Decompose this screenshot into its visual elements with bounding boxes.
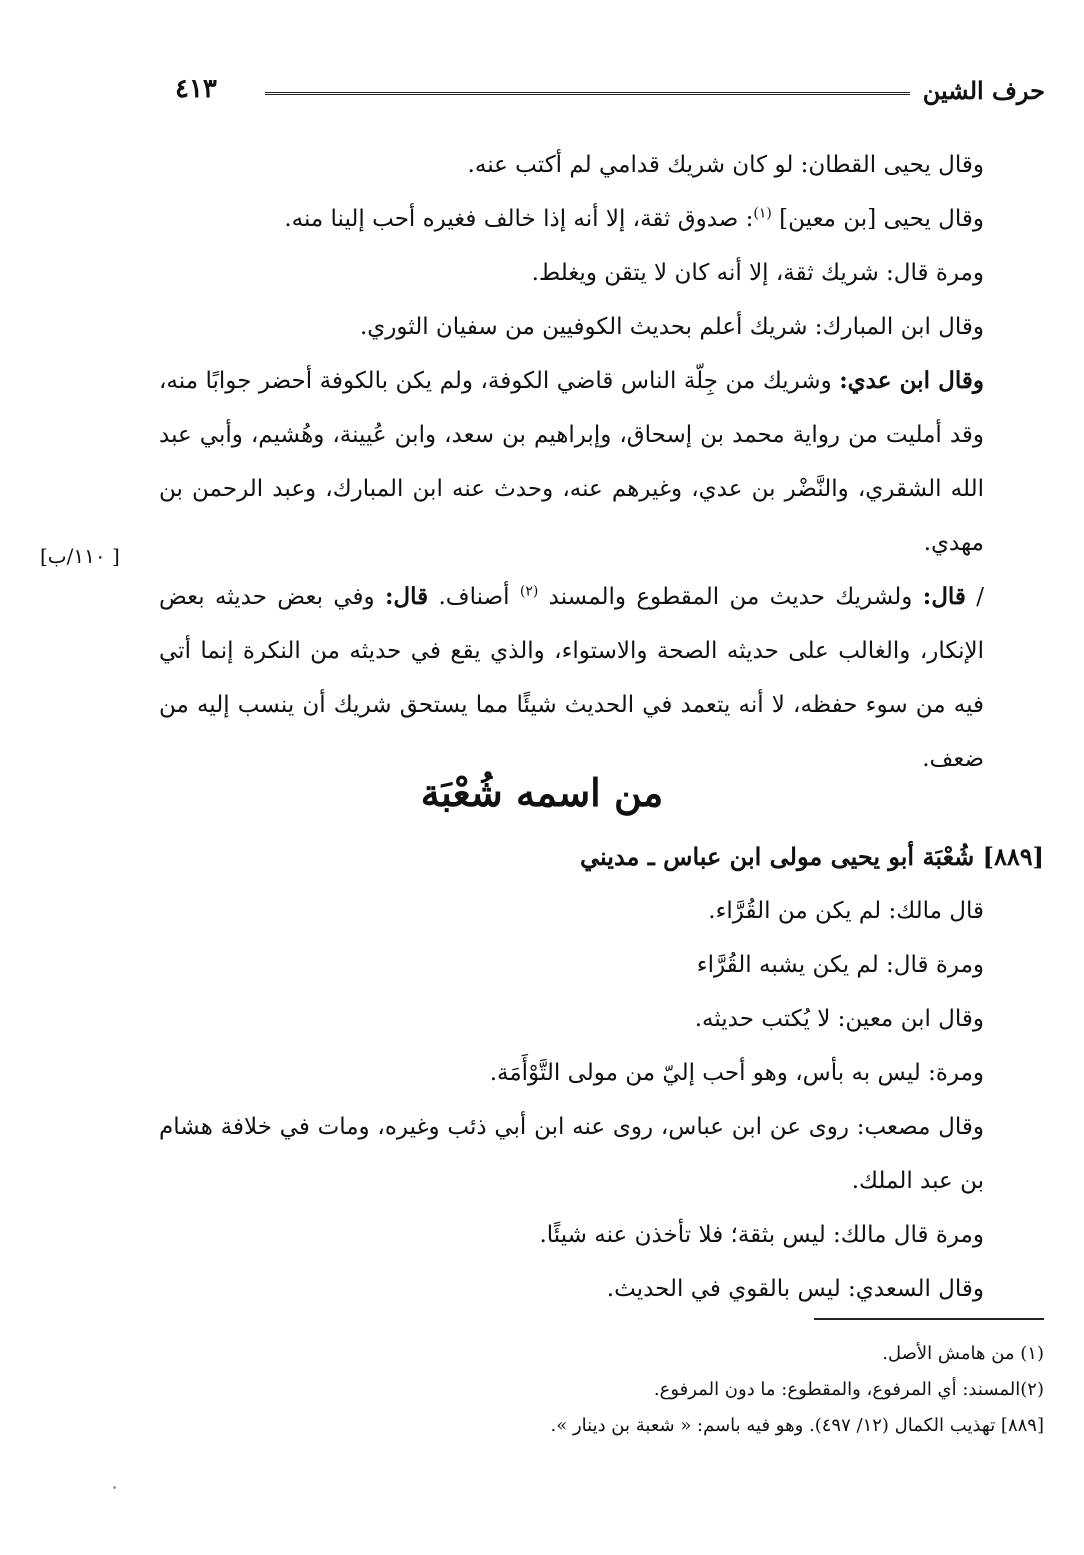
speaker-label: قال:: [922, 583, 966, 610]
entry-line: ومرة قال مالك: ليس بثقة؛ فلا تأخذن عنه شيئًا.: [539, 1222, 984, 1248]
footnote-ref-2: (٢): [519, 583, 539, 600]
footnotes: [159, 1336, 1044, 1444]
footnote: [٨٨٩] تهذيب الكمال (١٢/ ٤٩٧). وهو فيه باسم: « شعبة بن دينار ».: [550, 1415, 1044, 1436]
body-paragraph: [159, 570, 1044, 786]
entry-line: ومرة قال: لم يكن يشبه القُرَّاء: [696, 952, 984, 978]
body-line: ومرة قال: شريك ثقة، إلا أنه كان لا يتقن ويغلط.: [531, 260, 984, 286]
page-number: ٤١٣: [175, 74, 217, 104]
entry-line: وقال السعدي: ليس بالقوي في الحديث.: [606, 1276, 984, 1302]
footnote-rule: [814, 1318, 1044, 1320]
text-run: ولشريك حديث من المقطوع والمسند: [538, 584, 923, 610]
footnote: (١) من هامش الأصل.: [882, 1343, 1044, 1364]
body-line: وقال ابن المبارك: شريك أعلم بحديث الكوفيين من سفيان الثوري.: [359, 314, 984, 340]
scan-speck: [113, 1486, 116, 1489]
footnote: (٢)المسند: أي المرفوع، والمقطوع: ما دون المرفوع.: [653, 1379, 1044, 1400]
text-run: وقال يحيى [بن معين]: [771, 206, 984, 232]
speaker-label: وقال ابن عدي:: [839, 367, 984, 394]
body-text: [159, 138, 1044, 786]
folio-marker: /: [965, 584, 985, 610]
text-run: أصناف.: [428, 584, 520, 610]
margin-note: [ ١١٠/ب]: [40, 544, 120, 568]
speaker-label: قال:: [384, 583, 429, 610]
body-line: [159, 192, 1044, 246]
text-run: وشريك من جِلّة الناس قاضي الكوفة، ولم يكن بالكوفة أحضر جوابًا منه، وقد أمليت من رواية محمد بن إسحاق، وإبراهيم بن سعد، وابن عُيينة، وهُشيم، وأبي عبد الله الشقري، والنَّضْر بن عدي، وغيرهم عنه، وحدث عنه ابن المبارك، وعبد الرحمن بن مهدي.: [159, 368, 984, 556]
body-paragraph: [159, 354, 1044, 570]
entry-line: ومرة: ليس به بأس، وهو أحب إليّ من مولى التَّوْأَمَة.: [489, 1060, 984, 1086]
body-line: وقال يحيى القطان: لو كان شريك قدامي لم أكتب عنه.: [467, 152, 984, 178]
entry-line: قال مالك: لم يكن من القُرَّاء.: [708, 898, 984, 924]
entry-paragraph: وقال مصعب: روى عن ابن عباس، روى عنه ابن أبي ذئب وغيره، ومات في خلافة هشام بن عبد الملك.: [159, 1114, 984, 1194]
footnote-ref-1: (١): [753, 205, 772, 222]
section-heading: من اسمه شُعْبَة: [420, 770, 664, 815]
text-run: وفي بعض حديثه بعض الإنكار، والغالب على حديثه الصحة والاستواء، والذي يقع في حديثه من النكرة إنما أتي فيه من سوء حفظه، لا أنه يتعمد في الحديث شيئًا مما يستحق شريك أن ينسب إليه من ضعف.: [159, 584, 984, 772]
running-header: [175, 70, 1045, 114]
header-title: حرف الشين: [922, 76, 1045, 105]
entry-title: [٨٨٩] شُعْبَة أبو يحيى مولى ابن عباس ـ مديني: [580, 842, 1044, 871]
header-rule: [265, 92, 910, 95]
text-run: : صدوق ثقة، إلا أنه إذا خالف فغيره أحب إلينا منه.: [284, 206, 754, 232]
biography-entry: [159, 830, 1044, 1316]
entry-line: وقال ابن معين: لا يُكتب حديثه.: [694, 1006, 984, 1032]
